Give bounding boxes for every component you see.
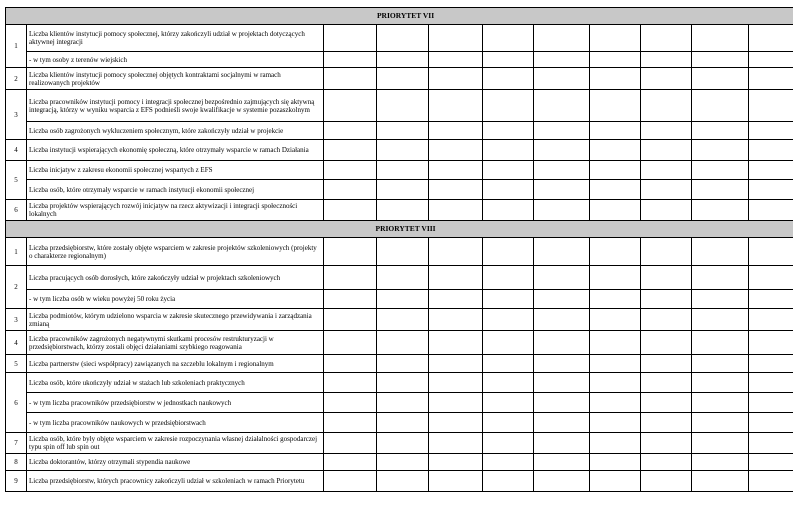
value-cell[interactable] bbox=[692, 433, 749, 454]
value-cell[interactable] bbox=[692, 471, 749, 492]
value-cell[interactable] bbox=[534, 200, 590, 221]
value-cell[interactable] bbox=[641, 90, 692, 122]
indicator-description: - w tym osoby z terenów wiejskich bbox=[27, 52, 324, 68]
value-cell[interactable] bbox=[483, 373, 534, 393]
value-cell[interactable] bbox=[377, 331, 429, 355]
value-cell[interactable] bbox=[324, 471, 377, 492]
value-cell[interactable] bbox=[324, 25, 377, 52]
value-cell[interactable] bbox=[534, 290, 590, 309]
row-number: 6 bbox=[6, 200, 27, 221]
indicator-description: Liczba przedsiębiorstw, które zostały objęte wsparciem w zakresie projektów szkoleniowych (projekty o charakterze regionalnym) bbox=[27, 238, 324, 266]
section-title: PRIORYTET VIII bbox=[6, 221, 793, 238]
value-cell[interactable] bbox=[749, 309, 793, 331]
value-cell[interactable] bbox=[534, 161, 590, 180]
value-cell[interactable] bbox=[641, 393, 692, 413]
row-number: 5 bbox=[6, 355, 27, 373]
value-cell[interactable] bbox=[324, 122, 377, 140]
value-cell[interactable] bbox=[641, 471, 692, 492]
value-cell[interactable] bbox=[641, 373, 692, 393]
value-cell[interactable] bbox=[377, 454, 429, 471]
value-cell[interactable] bbox=[590, 471, 641, 492]
row-number: 4 bbox=[6, 140, 27, 161]
indicator-description: Liczba osób zagrożonych wykluczeniem społecznym, które zakończyły udział w projekcie bbox=[27, 122, 324, 140]
value-cell[interactable] bbox=[377, 200, 429, 221]
value-cell[interactable] bbox=[641, 331, 692, 355]
value-cell[interactable] bbox=[749, 331, 793, 355]
row-number: 8 bbox=[6, 454, 27, 471]
value-cell[interactable] bbox=[429, 266, 483, 290]
value-cell[interactable] bbox=[324, 413, 377, 433]
value-cell[interactable] bbox=[590, 90, 641, 122]
value-cell[interactable] bbox=[692, 238, 749, 266]
value-cell[interactable] bbox=[483, 52, 534, 68]
value-cell[interactable] bbox=[429, 161, 483, 180]
value-cell[interactable] bbox=[429, 471, 483, 492]
indicator-row bbox=[6, 52, 793, 68]
value-cell[interactable] bbox=[377, 161, 429, 180]
value-cell[interactable] bbox=[377, 393, 429, 413]
indicator-row bbox=[6, 180, 793, 200]
value-cell[interactable] bbox=[749, 471, 793, 492]
value-cell[interactable] bbox=[534, 122, 590, 140]
indicator-row bbox=[6, 238, 793, 266]
row-number: 2 bbox=[6, 266, 27, 309]
value-cell[interactable] bbox=[324, 52, 377, 68]
value-cell[interactable] bbox=[324, 309, 377, 331]
section-header-row bbox=[6, 8, 793, 25]
value-cell[interactable] bbox=[749, 180, 793, 200]
indicator-row bbox=[6, 471, 793, 492]
value-cell[interactable] bbox=[692, 373, 749, 393]
indicator-description: Liczba instytucji wspierających ekonomię społeczną, które otrzymały wsparcie w ramach Działania bbox=[27, 140, 324, 161]
value-cell[interactable] bbox=[641, 238, 692, 266]
value-cell[interactable] bbox=[749, 200, 793, 221]
value-cell[interactable] bbox=[641, 454, 692, 471]
indicator-row bbox=[6, 331, 793, 355]
value-cell[interactable] bbox=[749, 25, 793, 52]
value-cell[interactable] bbox=[324, 180, 377, 200]
value-cell[interactable] bbox=[590, 161, 641, 180]
value-cell[interactable] bbox=[534, 180, 590, 200]
value-cell[interactable] bbox=[534, 266, 590, 290]
value-cell[interactable] bbox=[483, 355, 534, 373]
value-cell[interactable] bbox=[641, 52, 692, 68]
indicator-description: Liczba doktorantów, którzy otrzymali stypendia naukowe bbox=[27, 454, 324, 471]
value-cell[interactable] bbox=[429, 355, 483, 373]
value-cell[interactable] bbox=[590, 290, 641, 309]
indicator-row bbox=[6, 200, 793, 221]
row-number: 2 bbox=[6, 68, 27, 90]
indicator-description: Liczba pracujących osób dorosłych, które zakończyły udział w projektach szkoleniowych bbox=[27, 266, 324, 290]
value-cell[interactable] bbox=[641, 413, 692, 433]
indicator-row bbox=[6, 393, 793, 413]
value-cell[interactable] bbox=[692, 309, 749, 331]
value-cell[interactable] bbox=[429, 90, 483, 122]
section-title: PRIORYTET VII bbox=[6, 8, 793, 25]
value-cell[interactable] bbox=[749, 393, 793, 413]
indicator-description: Liczba klientów instytucji pomocy społecznej, którzy zakończyli udział w projektach dotyczących aktywnej integracji bbox=[27, 25, 324, 52]
value-cell[interactable] bbox=[692, 331, 749, 355]
value-cell[interactable] bbox=[534, 393, 590, 413]
value-cell[interactable] bbox=[483, 433, 534, 454]
value-cell[interactable] bbox=[324, 355, 377, 373]
value-cell[interactable] bbox=[534, 238, 590, 266]
value-cell[interactable] bbox=[641, 266, 692, 290]
value-cell[interactable] bbox=[483, 200, 534, 221]
value-cell[interactable] bbox=[590, 238, 641, 266]
value-cell[interactable] bbox=[641, 25, 692, 52]
value-cell[interactable] bbox=[641, 433, 692, 454]
value-cell[interactable] bbox=[377, 266, 429, 290]
value-cell[interactable] bbox=[377, 90, 429, 122]
value-cell[interactable] bbox=[749, 161, 793, 180]
value-cell[interactable] bbox=[749, 90, 793, 122]
value-cell[interactable] bbox=[377, 355, 429, 373]
value-cell[interactable] bbox=[483, 161, 534, 180]
value-cell[interactable] bbox=[534, 309, 590, 331]
value-cell[interactable] bbox=[483, 454, 534, 471]
value-cell[interactable] bbox=[377, 433, 429, 454]
value-cell[interactable] bbox=[534, 413, 590, 433]
indicator-row bbox=[6, 266, 793, 290]
indicator-description: - w tym liczba pracowników przedsiębiorstw w jednostkach naukowych bbox=[27, 393, 324, 413]
value-cell[interactable] bbox=[534, 90, 590, 122]
value-cell[interactable] bbox=[324, 68, 377, 90]
value-cell[interactable] bbox=[483, 331, 534, 355]
value-cell[interactable] bbox=[324, 140, 377, 161]
value-cell[interactable] bbox=[377, 122, 429, 140]
indicator-description: Liczba osób, które otrzymały wsparcie w ramach instytucji ekonomii społecznej bbox=[27, 180, 324, 200]
value-cell[interactable] bbox=[534, 140, 590, 161]
value-cell[interactable] bbox=[483, 309, 534, 331]
value-cell[interactable] bbox=[483, 290, 534, 309]
value-cell[interactable] bbox=[534, 25, 590, 52]
indicator-row bbox=[6, 413, 793, 433]
value-cell[interactable] bbox=[641, 290, 692, 309]
row-number: 4 bbox=[6, 331, 27, 355]
row-number: 3 bbox=[6, 309, 27, 331]
value-cell[interactable] bbox=[429, 373, 483, 393]
value-cell[interactable] bbox=[692, 393, 749, 413]
value-cell[interactable] bbox=[590, 355, 641, 373]
value-cell[interactable] bbox=[692, 266, 749, 290]
indicator-description: Liczba inicjatyw z zakresu ekonomii społecznej wspartych z EFS bbox=[27, 161, 324, 180]
row-number: 1 bbox=[6, 25, 27, 68]
indicator-row bbox=[6, 355, 793, 373]
value-cell[interactable] bbox=[324, 393, 377, 413]
value-cell[interactable] bbox=[749, 413, 793, 433]
value-cell[interactable] bbox=[590, 309, 641, 331]
row-number: 3 bbox=[6, 90, 27, 140]
value-cell[interactable] bbox=[377, 68, 429, 90]
indicator-description: Liczba podmiotów, którym udzielono wsparcia w zakresie skutecznego przewidywania i zarządzania zmianą bbox=[27, 309, 324, 331]
value-cell[interactable] bbox=[534, 373, 590, 393]
value-cell[interactable] bbox=[590, 140, 641, 161]
value-cell[interactable] bbox=[692, 180, 749, 200]
value-cell[interactable] bbox=[429, 122, 483, 140]
value-cell[interactable] bbox=[429, 200, 483, 221]
value-cell[interactable] bbox=[692, 122, 749, 140]
value-cell[interactable] bbox=[429, 140, 483, 161]
indicator-row bbox=[6, 122, 793, 140]
value-cell[interactable] bbox=[692, 140, 749, 161]
value-cell[interactable] bbox=[590, 25, 641, 52]
value-cell[interactable] bbox=[324, 454, 377, 471]
indicator-row bbox=[6, 454, 793, 471]
value-cell[interactable] bbox=[641, 200, 692, 221]
indicator-description: Liczba osób, które były objęte wsparciem w zakresie rozpoczynania własnej działalności gospodarczej typu spin off lub spin out bbox=[27, 433, 324, 454]
value-cell[interactable] bbox=[590, 180, 641, 200]
indicator-description: Liczba klientów instytucji pomocy społecznej objętych kontraktami socjalnymi w ramach realizowanych projektów bbox=[27, 68, 324, 90]
value-cell[interactable] bbox=[429, 309, 483, 331]
value-cell[interactable] bbox=[429, 180, 483, 200]
value-cell[interactable] bbox=[641, 309, 692, 331]
value-cell[interactable] bbox=[590, 266, 641, 290]
value-cell[interactable] bbox=[749, 454, 793, 471]
value-cell[interactable] bbox=[692, 90, 749, 122]
value-cell[interactable] bbox=[749, 433, 793, 454]
indicator-description: - w tym liczba pracowników naukowych w przedsiębiorstwach bbox=[27, 413, 324, 433]
value-cell[interactable] bbox=[429, 25, 483, 52]
value-cell[interactable] bbox=[749, 52, 793, 68]
value-cell[interactable] bbox=[377, 25, 429, 52]
value-cell[interactable] bbox=[377, 309, 429, 331]
value-cell[interactable] bbox=[590, 393, 641, 413]
value-cell[interactable] bbox=[377, 413, 429, 433]
indicator-row bbox=[6, 140, 793, 161]
row-number: 9 bbox=[6, 471, 27, 492]
value-cell[interactable] bbox=[590, 52, 641, 68]
value-cell[interactable] bbox=[377, 238, 429, 266]
value-cell[interactable] bbox=[483, 238, 534, 266]
value-cell[interactable] bbox=[324, 433, 377, 454]
value-cell[interactable] bbox=[534, 355, 590, 373]
indicator-row bbox=[6, 309, 793, 331]
value-cell[interactable] bbox=[429, 238, 483, 266]
row-number: 7 bbox=[6, 433, 27, 454]
value-cell[interactable] bbox=[641, 355, 692, 373]
value-cell[interactable] bbox=[692, 200, 749, 221]
value-cell[interactable] bbox=[483, 471, 534, 492]
value-cell[interactable] bbox=[483, 68, 534, 90]
value-cell[interactable] bbox=[692, 290, 749, 309]
value-cell[interactable] bbox=[483, 393, 534, 413]
value-cell[interactable] bbox=[534, 331, 590, 355]
value-cell[interactable] bbox=[590, 413, 641, 433]
indicator-row bbox=[6, 290, 793, 309]
value-cell[interactable] bbox=[692, 454, 749, 471]
value-cell[interactable] bbox=[749, 140, 793, 161]
value-cell[interactable] bbox=[749, 68, 793, 90]
indicator-description: Liczba pracowników instytucji pomocy i integracji społecznej bezpośrednio zajmujących się aktywną integracją, którzy w wyniku wsparcia z EFS podnieśli swoje kwalifikacje w systemie pozaszkolnym bbox=[27, 90, 324, 122]
row-number: 1 bbox=[6, 238, 27, 266]
value-cell[interactable] bbox=[590, 68, 641, 90]
indicator-row bbox=[6, 68, 793, 90]
value-cell[interactable] bbox=[692, 413, 749, 433]
value-cell[interactable] bbox=[377, 180, 429, 200]
value-cell[interactable] bbox=[749, 290, 793, 309]
value-cell[interactable] bbox=[749, 266, 793, 290]
value-cell[interactable] bbox=[534, 68, 590, 90]
value-cell[interactable] bbox=[692, 68, 749, 90]
value-cell[interactable] bbox=[324, 290, 377, 309]
value-cell[interactable] bbox=[324, 331, 377, 355]
value-cell[interactable] bbox=[749, 355, 793, 373]
indicator-description: Liczba osób, które ukończyły udział w stażach lub szkoleniach praktycznych bbox=[27, 373, 324, 393]
value-cell[interactable] bbox=[377, 140, 429, 161]
value-cell[interactable] bbox=[483, 90, 534, 122]
value-cell[interactable] bbox=[749, 373, 793, 393]
indicator-row bbox=[6, 373, 793, 393]
value-cell[interactable] bbox=[692, 355, 749, 373]
indicator-table bbox=[5, 7, 793, 492]
indicator-description: Liczba przedsiębiorstw, których pracownicy zakończyli udział w szkoleniach w ramach Priorytetu bbox=[27, 471, 324, 492]
indicator-row bbox=[6, 25, 793, 52]
value-cell[interactable] bbox=[641, 140, 692, 161]
value-cell[interactable] bbox=[590, 122, 641, 140]
value-cell[interactable] bbox=[483, 413, 534, 433]
value-cell[interactable] bbox=[324, 200, 377, 221]
section-header-row bbox=[6, 221, 793, 238]
indicator-row bbox=[6, 161, 793, 180]
value-cell[interactable] bbox=[749, 238, 793, 266]
value-cell[interactable] bbox=[692, 161, 749, 180]
value-cell[interactable] bbox=[483, 266, 534, 290]
value-cell[interactable] bbox=[429, 393, 483, 413]
indicator-description: Liczba partnerstw (sieci współpracy) zawiązanych na szczeblu lokalnym i regionalnym bbox=[27, 355, 324, 373]
value-cell[interactable] bbox=[641, 68, 692, 90]
row-number: 5 bbox=[6, 161, 27, 200]
value-cell[interactable] bbox=[377, 373, 429, 393]
value-cell[interactable] bbox=[429, 52, 483, 68]
value-cell[interactable] bbox=[590, 331, 641, 355]
value-cell[interactable] bbox=[692, 25, 749, 52]
value-cell[interactable] bbox=[590, 433, 641, 454]
value-cell[interactable] bbox=[324, 238, 377, 266]
value-cell[interactable] bbox=[324, 266, 377, 290]
value-cell[interactable] bbox=[590, 454, 641, 471]
indicator-description: Liczba projektów wspierających rozwój inicjatyw na rzecz aktywizacji i integracji społeczności lokalnych bbox=[27, 200, 324, 221]
value-cell[interactable] bbox=[641, 161, 692, 180]
value-cell[interactable] bbox=[377, 52, 429, 68]
value-cell[interactable] bbox=[534, 433, 590, 454]
value-cell[interactable] bbox=[429, 413, 483, 433]
value-cell[interactable] bbox=[483, 140, 534, 161]
value-cell[interactable] bbox=[324, 161, 377, 180]
value-cell[interactable] bbox=[749, 122, 793, 140]
indicator-row bbox=[6, 90, 793, 122]
value-cell[interactable] bbox=[692, 52, 749, 68]
value-cell[interactable] bbox=[429, 68, 483, 90]
value-cell[interactable] bbox=[641, 122, 692, 140]
value-cell[interactable] bbox=[483, 122, 534, 140]
indicator-description: - w tym liczba osób w wieku powyżej 50 roku życia bbox=[27, 290, 324, 309]
value-cell[interactable] bbox=[534, 454, 590, 471]
value-cell[interactable] bbox=[590, 200, 641, 221]
value-cell[interactable] bbox=[429, 433, 483, 454]
value-cell[interactable] bbox=[377, 290, 429, 309]
value-cell[interactable] bbox=[641, 180, 692, 200]
indicator-description: Liczba pracowników zagrożonych negatywnymi skutkami procesów restrukturyzacji w przedsiębiorstwach, którzy zostali objęci działaniami szybkiego reagowania bbox=[27, 331, 324, 355]
value-cell[interactable] bbox=[429, 290, 483, 309]
value-cell[interactable] bbox=[534, 471, 590, 492]
value-cell[interactable] bbox=[590, 373, 641, 393]
value-cell[interactable] bbox=[534, 52, 590, 68]
value-cell[interactable] bbox=[324, 373, 377, 393]
indicator-row bbox=[6, 433, 793, 454]
row-number: 6 bbox=[6, 373, 27, 433]
value-cell[interactable] bbox=[377, 471, 429, 492]
value-cell[interactable] bbox=[429, 331, 483, 355]
value-cell[interactable] bbox=[483, 25, 534, 52]
value-cell[interactable] bbox=[483, 180, 534, 200]
value-cell[interactable] bbox=[324, 90, 377, 122]
value-cell[interactable] bbox=[429, 454, 483, 471]
